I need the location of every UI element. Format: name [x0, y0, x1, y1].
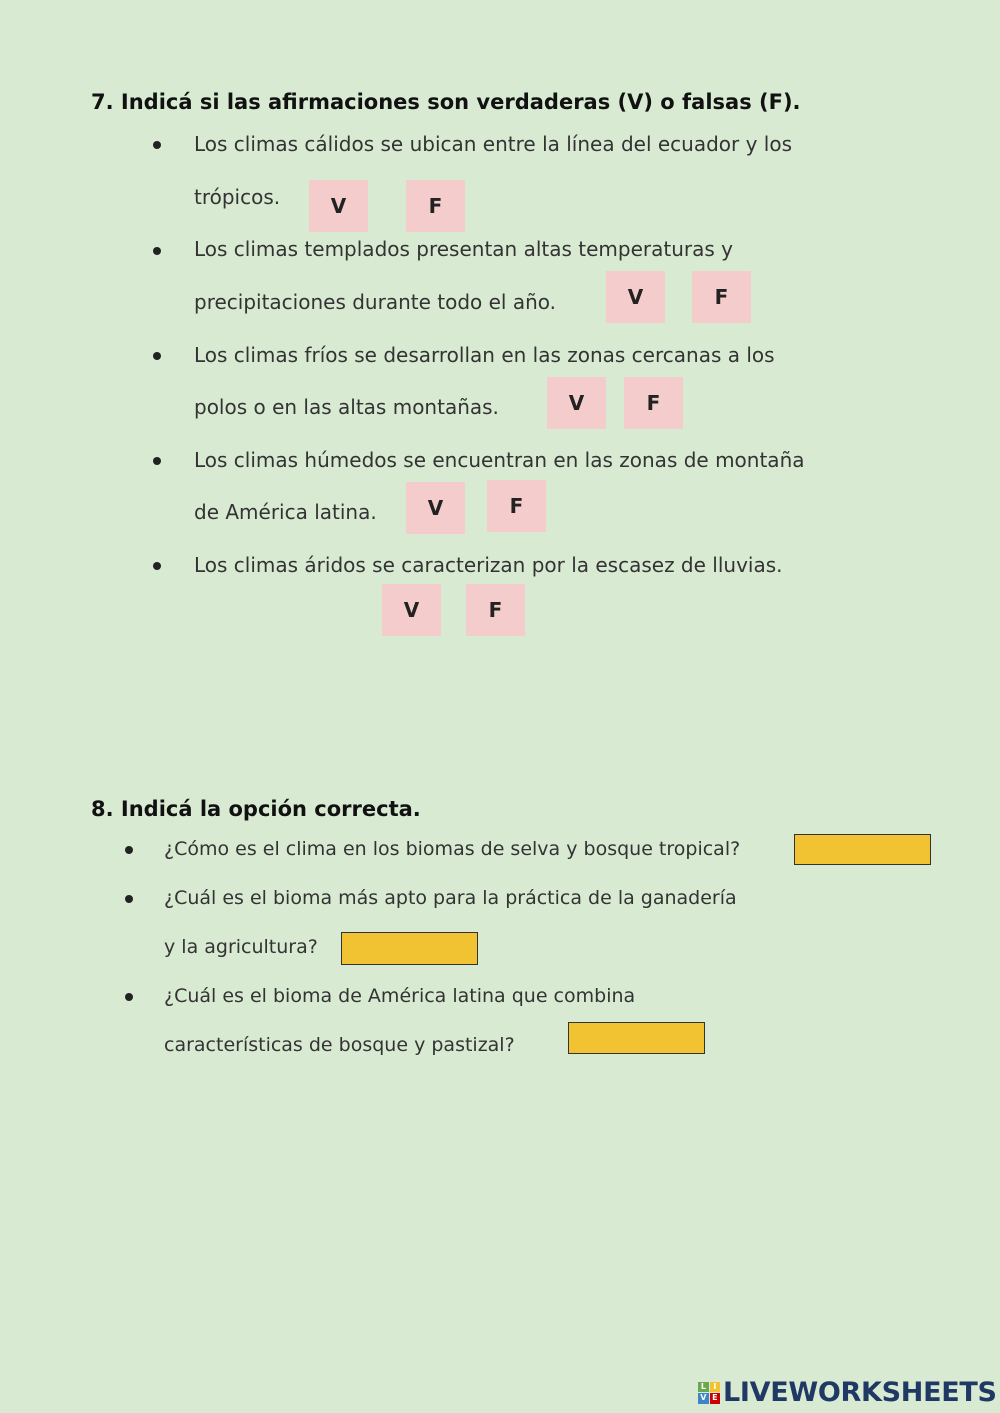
statement-2-line-2: precipitaciones durante todo el año. [194, 290, 557, 314]
bullet [153, 562, 161, 570]
question-3-line-1: ¿Cuál es el bioma de América latina que combina [164, 985, 636, 1007]
section-8-heading: 8. Indicá la opción correcta. [91, 797, 421, 821]
statement-3-true-button[interactable]: V [547, 377, 606, 429]
liveworksheets-logo [698, 1377, 997, 1408]
question-1-answer-field[interactable] [794, 834, 931, 865]
statement-4-line-2: de América latina. [194, 500, 377, 524]
statement-1-line-2: trópicos. [194, 185, 281, 209]
statement-3-false-button[interactable]: F [624, 377, 683, 429]
statement-3-line-2: polos o en las altas montañas. [194, 395, 499, 419]
bullet [153, 141, 161, 149]
question-3-line-2: características de bosque y pastizal? [164, 1034, 515, 1056]
question-1-line-1: ¿Cómo es el clima en los biomas de selva y bosque tropical? [164, 838, 741, 860]
bullet [153, 457, 161, 465]
bullet [125, 846, 133, 854]
question-2-answer-field[interactable] [341, 932, 478, 965]
statement-1-true-button[interactable]: V [309, 180, 368, 232]
statement-5-true-button[interactable]: V [382, 584, 441, 636]
liveworksheets-logo-icon: L I V E [698, 1382, 720, 1404]
bullet [125, 895, 133, 903]
statement-2-false-button[interactable]: F [692, 271, 751, 323]
statement-4-true-button[interactable]: V [406, 482, 465, 534]
statement-5-false-button[interactable]: F [466, 584, 525, 636]
statement-4-false-button[interactable]: F [487, 480, 546, 532]
question-2-line-1: ¿Cuál es el bioma más apto para la práctica de la ganadería [164, 887, 737, 909]
statement-4-line-1: Los climas húmedos se encuentran en las zonas de montaña [194, 448, 805, 472]
statement-1-false-button[interactable]: F [406, 180, 465, 232]
question-3-answer-field[interactable] [568, 1022, 705, 1054]
bullet [153, 247, 161, 255]
statement-5-line-1: Los climas áridos se caracterizan por la escasez de lluvias. [194, 553, 783, 577]
logo-text: LIVEWORKSHEETS [723, 1377, 997, 1408]
bullet [153, 352, 161, 360]
question-2-line-2: y la agricultura? [164, 936, 318, 958]
statement-3-line-1: Los climas fríos se desarrollan en las zonas cercanas a los [194, 343, 775, 367]
statement-2-line-1: Los climas templados presentan altas temperaturas y [194, 237, 733, 261]
statement-1-line-1: Los climas cálidos se ubican entre la línea del ecuador y los [194, 132, 793, 156]
statement-2-true-button[interactable]: V [606, 271, 665, 323]
bullet [125, 993, 133, 1001]
section-7-heading: 7. Indicá si las afirmaciones son verdaderas (V) o falsas (F). [91, 90, 801, 114]
